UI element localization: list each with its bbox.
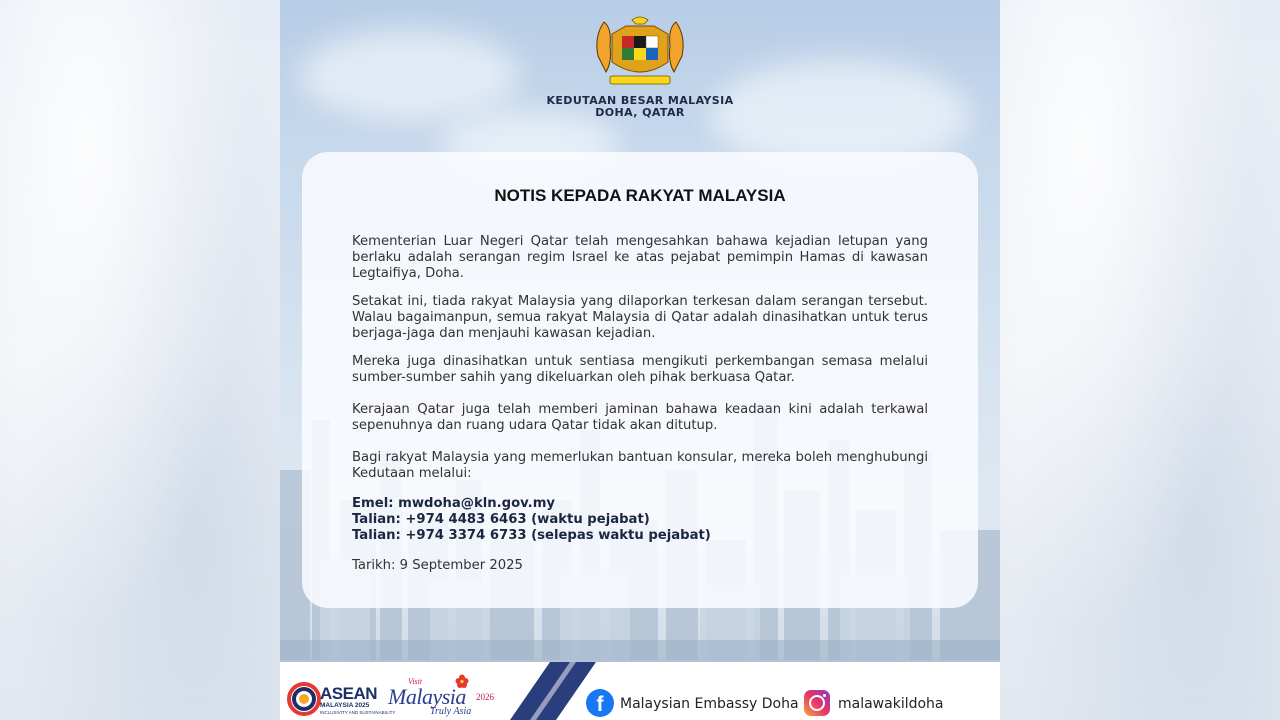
visit-malaysia-visit: Visit xyxy=(408,677,423,686)
asean-logo-year: MALAYSIA 2025 xyxy=(320,702,370,709)
embassy-location: DOHA, QATAR xyxy=(595,106,685,119)
notice-paragraph: Setakat ini, tiada rakyat Malaysia yang dilaporkan terkesan dalam serangan tersebut. Walau bagaimanpun, semua rakyat Malaysia di Qatar adalah dinasihatkan untuk terus berjaga-jaga dan menjauhi kawasan kejadian. xyxy=(352,294,928,341)
asean-logo-theme: INCLUSIVITY AND SUSTAINABILITY xyxy=(320,710,396,715)
instagram-handle-link[interactable]: malawakildoha xyxy=(838,696,944,712)
notice-paragraph: Bagi rakyat Malaysia yang memerlukan bantuan konsular, mereka boleh menghubungi Kedutaan melalui: xyxy=(352,450,928,481)
crest-container xyxy=(280,16,1000,92)
contact-phone-after-hours: Talian: +974 3374 6733 (selepas waktu pejabat) xyxy=(352,528,711,543)
contact-phone-office: Talian: +974 4483 6463 (waktu pejabat) xyxy=(352,512,650,527)
notice-paragraph: Mereka juga dinasihatkan untuk sentiasa mengikuti perkembangan semasa melalui sumber-sumber sahih yang dikeluarkan oleh pihak berkuasa Qatar. xyxy=(352,354,928,385)
notice-card xyxy=(302,152,978,608)
visit-malaysia-tagline: Truly Asia xyxy=(430,706,472,717)
right-blurred-background xyxy=(1000,0,1280,720)
footer-diagonal-stripe xyxy=(510,662,600,720)
footer xyxy=(280,662,1000,720)
notice-date: Tarikh: 9 September 2025 xyxy=(352,558,523,573)
facebook-icon[interactable]: f xyxy=(586,689,614,717)
notice-paragraph: Kementerian Luar Negeri Qatar telah mengesahkan bahawa kejadian letupan yang berlaku adalah serangan regim Israel ke atas pejabat pemimpin Hamas di kawasan Legtaifiya, Doha. xyxy=(352,234,928,281)
notice-title: NOTIS KEPADA RAKYAT MALAYSIA xyxy=(494,186,786,205)
notice-paragraph: Kerajaan Qatar juga telah memberi jaminan bahawa keadaan kini adalah terkawal sepenuhnya dan ruang udara Qatar tidak akan ditutup. xyxy=(352,402,928,433)
footer-logos xyxy=(280,662,540,720)
malaysia-coat-of-arms-icon xyxy=(592,16,688,88)
left-blurred-background xyxy=(0,0,280,720)
visit-malaysia-word: Malaysia xyxy=(388,684,466,709)
contact-email: Emel: mwdoha@kln.gov.my xyxy=(352,496,556,511)
visit-malaysia-year: 2026 xyxy=(476,692,494,702)
instagram-icon[interactable] xyxy=(804,690,830,716)
asean-logo-word: ASEAN xyxy=(320,684,378,703)
embassy-name: KEDUTAAN BESAR MALAYSIA xyxy=(546,94,734,107)
notice-poster xyxy=(280,0,1000,720)
facebook-page-link[interactable]: Malaysian Embassy Doha xyxy=(620,696,799,712)
